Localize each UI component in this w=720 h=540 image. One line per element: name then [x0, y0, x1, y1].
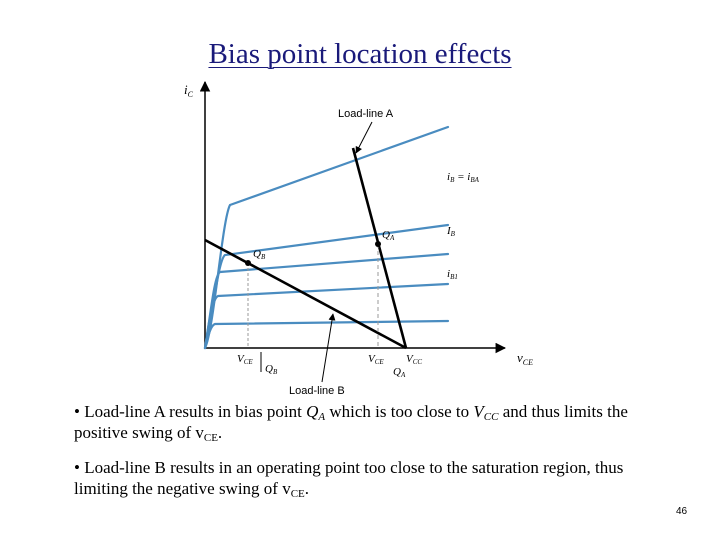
curve-ib-ba	[205, 127, 448, 348]
characteristic-curves	[205, 127, 448, 348]
bullet-b-end: .	[304, 479, 310, 498]
curve-ib-1	[205, 284, 448, 348]
bullet-a-v-sub: CC	[483, 411, 499, 423]
bullet-a-text-1: • Load-line A results in bias point	[74, 402, 307, 421]
load-line-a-label: Load-line A	[338, 108, 394, 120]
curve-label-ib: IB	[447, 225, 455, 238]
tick-label-vce-b: VCE	[237, 353, 253, 366]
tick-label-vce-a: VCE	[368, 353, 384, 366]
bullet-a-v: V	[473, 402, 484, 421]
curve-label-ib1: iB1	[447, 268, 458, 281]
point-label-qb: QB	[253, 248, 266, 261]
point-label-qa: QA	[382, 229, 395, 242]
y-axis-label: $i_C$	[184, 82, 193, 99]
bullet-a-q-sub: A	[318, 411, 326, 423]
point-qb	[245, 260, 251, 266]
bullet-b-text-1: • Load-line B results in an operating point too close to the saturation region, thus limiting the negative swing of	[74, 458, 624, 498]
x-axis-label: $v_{CE}$	[517, 350, 534, 367]
arrow-load-line-a	[356, 122, 372, 153]
curve-label-ib-ba: iB = iBA	[447, 171, 479, 184]
bullet-a-v2: v	[195, 423, 204, 442]
curve-ib-0	[205, 321, 448, 348]
bullet-a-q: Q	[306, 402, 319, 421]
tick-label-qb: QB	[265, 363, 278, 376]
bullet-a-v2-sub: CE	[203, 432, 218, 444]
bullet-b-v-sub: CE	[290, 488, 305, 500]
bullet-load-line-b	[74, 457, 674, 499]
page-number: 46	[676, 506, 688, 517]
tick-label-vcc: VCC	[406, 353, 423, 366]
bullet-a-text-2: which is too close to	[325, 402, 474, 421]
point-qa	[375, 241, 381, 247]
bullet-a-text-3: and thus limits the positive swing of	[74, 402, 628, 442]
curve-ib-3	[205, 254, 448, 348]
load-line-b-label: Load-line B	[289, 385, 345, 397]
bullet-a-end: .	[217, 423, 223, 442]
load-line-a	[353, 148, 406, 348]
bullet-load-line-a	[74, 401, 674, 443]
bullet-b-v: v	[282, 479, 291, 498]
tick-label-qa: QA	[393, 366, 406, 379]
slide-title-text: Bias point location effects	[208, 38, 512, 70]
load-line-b	[205, 240, 406, 348]
